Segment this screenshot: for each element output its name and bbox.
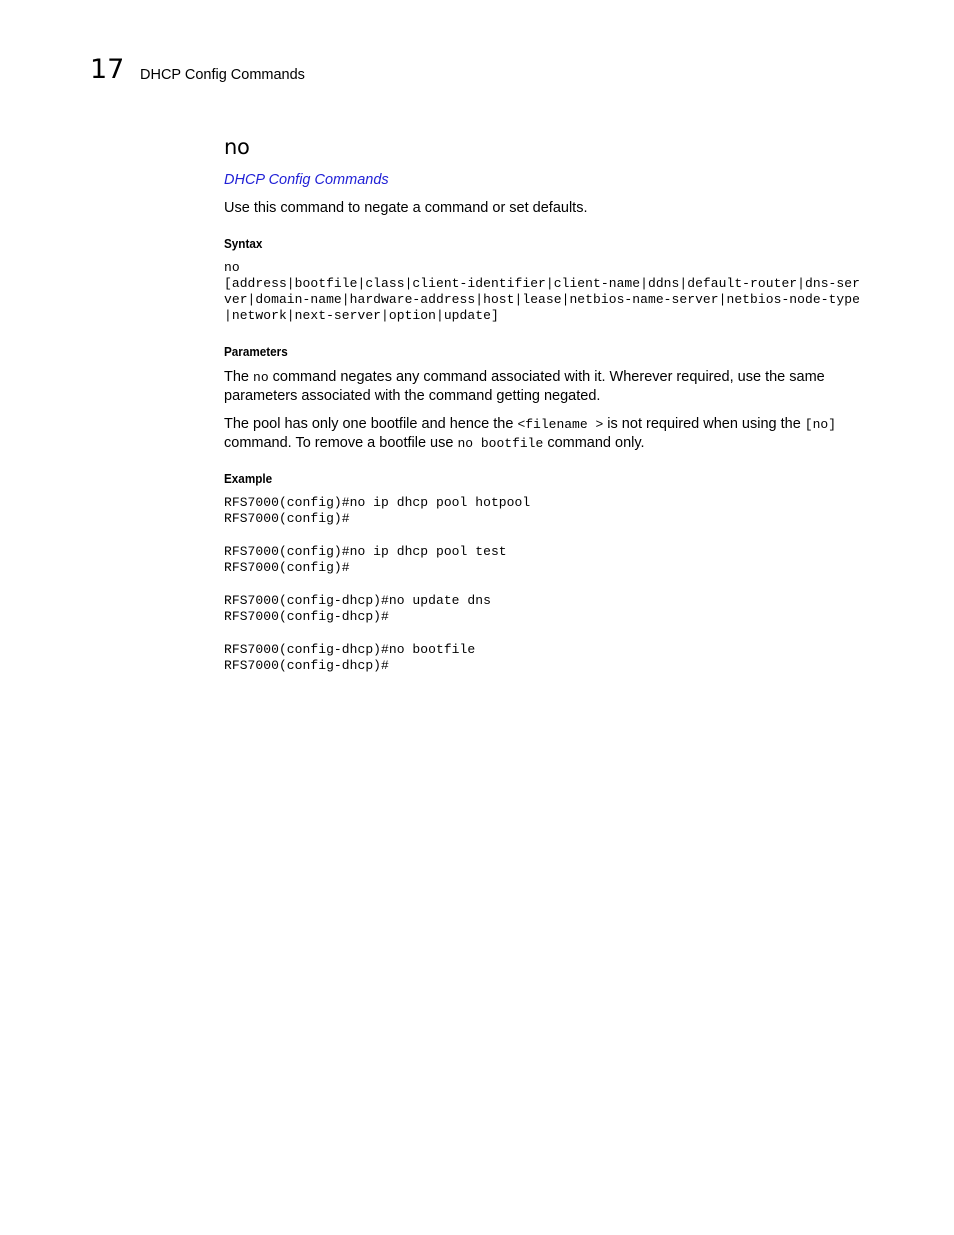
text-span: The bbox=[224, 368, 254, 385]
text-span: is not required when using the bbox=[603, 415, 805, 432]
chapter-number: 17 bbox=[90, 54, 125, 85]
syntax-line: ver|domain-name|hardware-address|host|lease|netbios-name-server|netbios-node-type bbox=[224, 292, 860, 308]
example-line: RFS7000(config-dhcp)# bbox=[224, 609, 389, 625]
syntax-heading: Syntax bbox=[224, 235, 263, 251]
command-title: no bbox=[224, 135, 250, 159]
example-group bbox=[224, 495, 874, 528]
syntax-block bbox=[224, 260, 874, 325]
example-line: RFS7000(config)#no ip dhcp pool test bbox=[224, 543, 507, 559]
chapter-xref-link[interactable]: DHCP Config Commands bbox=[224, 172, 389, 188]
example-line: RFS7000(config-dhcp)# bbox=[224, 658, 389, 674]
text-span: command negates any command associated with it. Wherever required, use the same parameters associated with the command getting negated. bbox=[224, 368, 825, 405]
example-line: RFS7000(config-dhcp)#no bootfile bbox=[224, 641, 476, 657]
syntax-line: no bbox=[224, 259, 240, 275]
example-group bbox=[224, 544, 874, 577]
text-span: command. To remove a bootfile use bbox=[224, 435, 458, 452]
inline-code: <filename > bbox=[517, 416, 604, 432]
example-line: RFS7000(config)# bbox=[224, 510, 350, 526]
example-line: RFS7000(config)#no ip dhcp pool hotpool bbox=[224, 494, 531, 510]
inline-code: no bbox=[253, 369, 269, 385]
example-block bbox=[224, 495, 874, 675]
text-span: The pool has only one bootfile and hence the bbox=[224, 415, 518, 432]
parameters-paragraph-2 bbox=[224, 415, 874, 454]
command-description: Use this command to negate a command or set defaults. bbox=[224, 200, 588, 216]
inline-code: [no] bbox=[804, 416, 837, 432]
example-group bbox=[224, 642, 874, 675]
main-content bbox=[224, 134, 874, 691]
syntax-line: [address|bootfile|class|client-identifier|client-name|ddns|default-router|dns-ser bbox=[224, 275, 860, 291]
parameters-paragraph-1 bbox=[224, 368, 874, 406]
chapter-title: DHCP Config Commands bbox=[140, 67, 305, 83]
inline-code: no bootfile bbox=[457, 436, 544, 452]
text-span: command only. bbox=[543, 435, 645, 452]
example-group bbox=[224, 593, 874, 626]
example-line: RFS7000(config-dhcp)#no update dns bbox=[224, 592, 491, 608]
example-heading: Example bbox=[224, 470, 273, 486]
parameters-heading: Parameters bbox=[224, 343, 288, 359]
syntax-line: |network|next-server|option|update] bbox=[224, 308, 499, 324]
example-line: RFS7000(config)# bbox=[224, 560, 350, 576]
